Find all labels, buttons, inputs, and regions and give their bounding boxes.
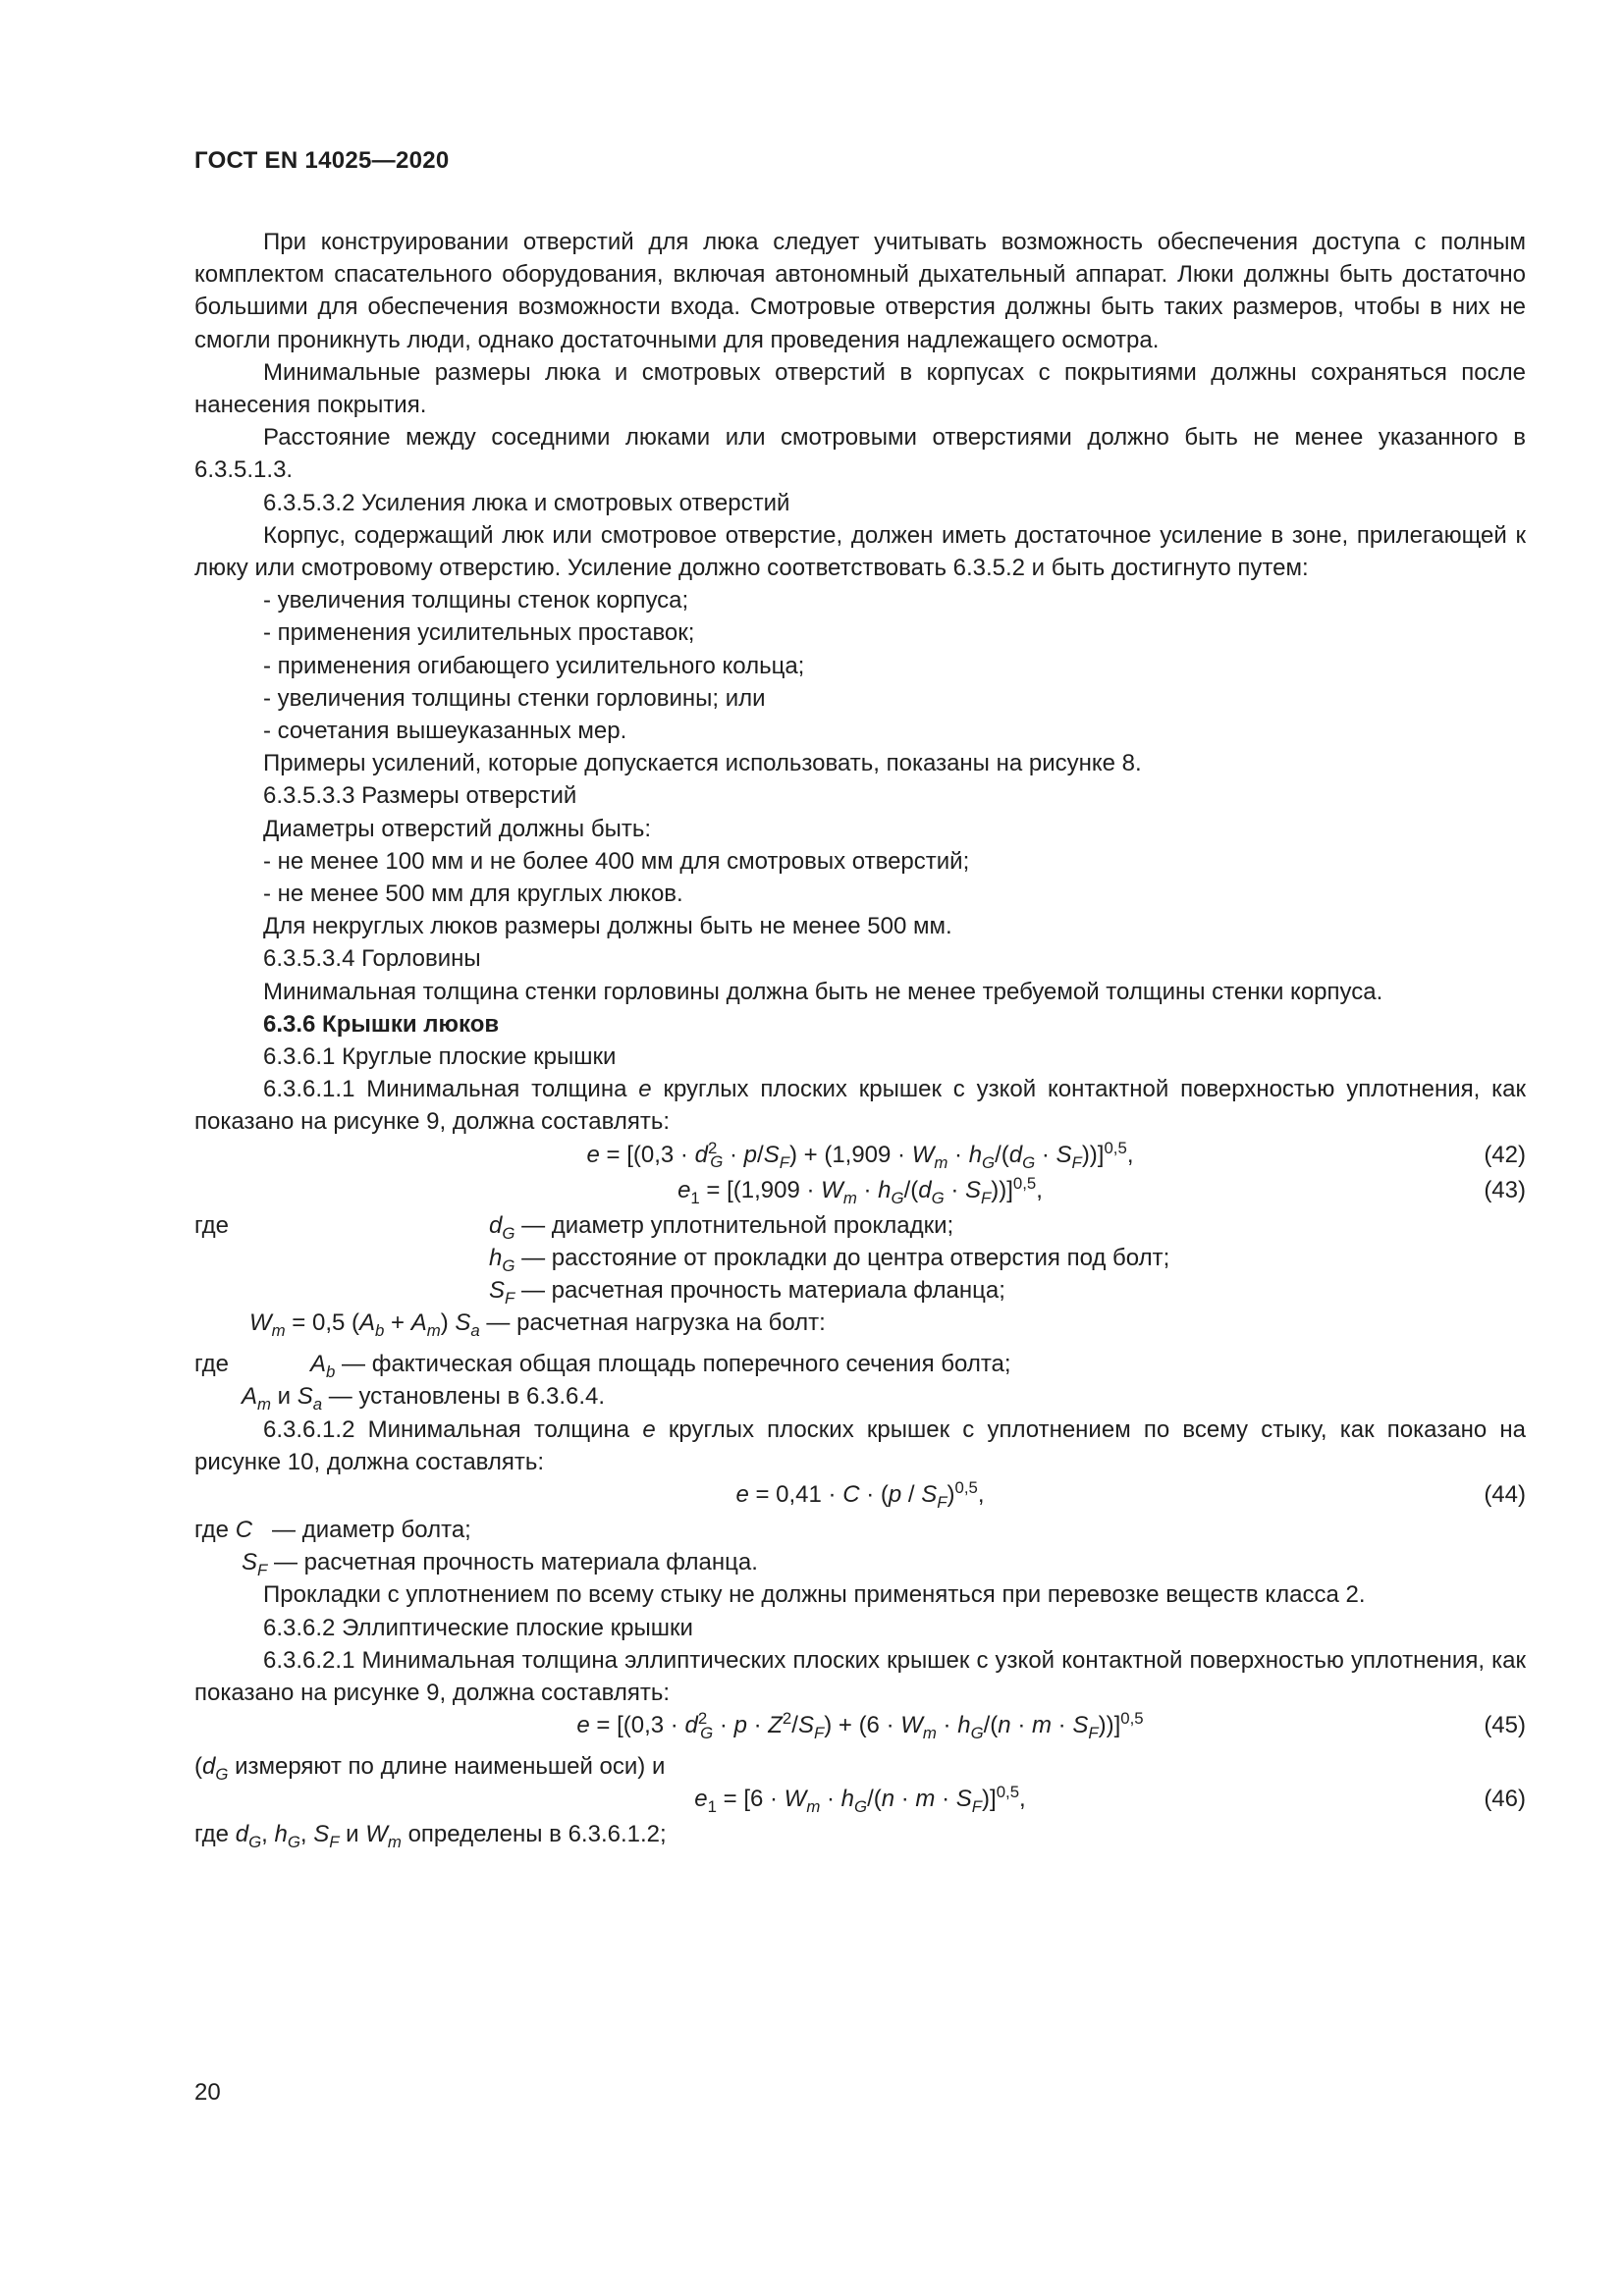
definition-text: — расстояние от прокладки до центра отверстия под болт; xyxy=(514,1244,1170,1271)
definition-row xyxy=(194,1546,1526,1578)
note-row xyxy=(194,1750,1526,1783)
definition-text: — расчетная нагрузка на болт: xyxy=(479,1309,826,1337)
paragraph: Расстояние между соседними люками или смотровыми отверстиями должно быть не менее указанного в 6.3.5.1.3. xyxy=(194,424,1526,484)
definition: $h_G$ — расстояние от прокладки до центра отверстия под болт; xyxy=(489,1244,1170,1275)
definition-row xyxy=(194,1380,1526,1413)
list-item: - не менее 500 мм для круглых люков. xyxy=(263,881,683,908)
where-label: где xyxy=(194,1211,230,1239)
list-item: - применения огибающего усилительного кольца; xyxy=(263,652,805,679)
equation-formula: $e_1 = [(1,909 \cdot W_m \cdot h_G/(d_G \cdot S_F))]^{0,5}$, xyxy=(677,1173,1043,1207)
list-item: - не менее 100 мм и не более 400 мм для смотровых отверстий; xyxy=(263,847,970,875)
note-text: измеряют по длине наименьшей оси) и xyxy=(228,1753,666,1781)
definition-text: — фактическая общая площадь поперечного сечения болта; xyxy=(335,1351,1011,1378)
definition-row xyxy=(194,1514,1526,1546)
list-item: - увеличения толщины стенки горловины; или xyxy=(263,684,766,712)
where-label: где xyxy=(194,1517,230,1544)
equation-formula: $e_1 = [6 \cdot W_m \cdot h_G/(n \cdot m \cdot S_F)]^{0,5}$, xyxy=(694,1783,1026,1817)
variable-e: e xyxy=(638,1076,652,1103)
text-run: круглых плоских крышек с узкой контактной поверхностью уплотнения, как показано на рисунке 9, должна составлять: xyxy=(194,1076,1526,1136)
subsection-heading: 6.3.6.2 Эллиптические плоские крышки xyxy=(263,1614,693,1641)
subsection-heading: 6.3.5.3.4 Горловины xyxy=(263,945,481,973)
list-item: - применения усилительных проставок; xyxy=(263,619,695,647)
definition: $A_b$ — фактическая общая площадь поперечного сечения болта; xyxy=(310,1351,1011,1382)
definition: где $d_G$, $h_G$, $S_F$ и $W_m$ определены в 6.3.6.1.2; xyxy=(194,1821,667,1852)
text-run: круглых плоских крышек с уплотнением по всему стыку, как показано на рисунке 10, должна составлять: xyxy=(194,1415,1527,1475)
definition-row xyxy=(194,1209,1526,1242)
equation-44 xyxy=(194,1478,1526,1514)
equation-number: (44) xyxy=(1484,1481,1526,1509)
definition-row xyxy=(194,1307,1526,1348)
equation-number: (43) xyxy=(1484,1176,1526,1203)
note: ($d_G$ измеряют по длине наименьшей оси) и xyxy=(194,1753,666,1785)
definition-text: — диаметр уплотнительной прокладки; xyxy=(514,1211,954,1239)
subsection-heading: 6.3.5.3.3 Размеры отверстий xyxy=(263,782,577,810)
equation-formula: $e = [(0,3 \cdot d^2_G \cdot p/S_F) + (1,909 \cdot W_m \cdot h_G/(d_G \cdot S_F))]^{0,5}$, xyxy=(586,1138,1134,1172)
definition: $S_F$ — расчетная прочность материала фланца; xyxy=(489,1277,1005,1308)
definition-row xyxy=(194,1348,1526,1380)
paragraph: Диаметры отверстий должны быть: xyxy=(263,815,651,842)
definition: $S_F$ — расчетная прочность материала фланца. xyxy=(242,1549,758,1580)
paragraph xyxy=(194,1073,1526,1138)
document-body xyxy=(194,226,1526,1851)
text-run: определены в 6.3.6.1.2; xyxy=(401,1821,667,1848)
definition: $A_m$ и $S_a$ — установлены в 6.3.6.4. xyxy=(242,1383,606,1415)
equation-formula: $e = 0,41 \cdot C \cdot (p / S_F)^{0,5}$, xyxy=(735,1478,985,1512)
paragraph: Корпус, содержащий люк или смотровое отверстие, должен иметь достаточное усиление в зоне, прилегающей к люку или смотровому отверстию. Усиление должно соответствовать 6.3.5.2 и быть достигнуто путем: xyxy=(194,521,1526,582)
definition-text: — расчетная прочность материала фланца. xyxy=(267,1549,758,1576)
list-item: - увеличения толщины стенок корпуса; xyxy=(263,587,689,614)
definition: $W_m = 0,5$ $(A_b + A_m)$ $S_a$ — расчетная нагрузка на болт: xyxy=(249,1309,826,1341)
subsection-heading: 6.3.5.3.2 Усиления люка и смотровых отверстий xyxy=(263,489,790,516)
list-item: - сочетания вышеуказанных мер. xyxy=(263,718,627,745)
document-header: ГОСТ EN 14025—2020 xyxy=(194,147,450,174)
document-page xyxy=(194,0,1526,2296)
paragraph xyxy=(194,1414,1526,1478)
definition-row xyxy=(194,1818,1526,1850)
page-number: 20 xyxy=(194,2079,221,2106)
paragraph: Для некруглых люков размеры должны быть не менее 500 мм. xyxy=(263,913,952,940)
equation-43 xyxy=(194,1174,1526,1209)
definition: где C — диаметр болта; xyxy=(194,1517,471,1544)
paragraph: При конструировании отверстий для люка следует учитывать возможность обеспечения доступа с полным комплектом спасательного оборудования, включая автономный дыхательный аппарат. Люки должны быть достаточно большими для обеспечения возможности входа. Смотровые отверстия должны быть таких размеров, чтобы в них не смогли проникнуть люди, однако достаточными для проведения надлежащего осмотра. xyxy=(194,229,1526,353)
equation-formula: $e = [(0,3 \cdot d^2_G \cdot p \cdot Z^2/S_F) + (6 \cdot W_m \cdot h_G/(n \cdot m \cdot S_F))]^{0,5}$ xyxy=(576,1709,1144,1743)
subsection-heading: 6.3.6.1 Круглые плоские крышки xyxy=(263,1043,617,1071)
equation-number: (46) xyxy=(1484,1786,1526,1813)
variable-e: e xyxy=(642,1415,656,1443)
paragraph: Минимальные размеры люка и смотровых отверстий в корпусах с покрытиями должны сохраняться после нанесения покрытия. xyxy=(194,358,1526,419)
definition-row xyxy=(194,1274,1526,1307)
definition-row xyxy=(194,1242,1526,1274)
equation-number: (42) xyxy=(1484,1141,1526,1168)
text-run: 6.3.6.1.2 Минимальная толщина xyxy=(263,1415,643,1443)
text-run: где xyxy=(194,1821,236,1848)
where-label: где xyxy=(194,1351,230,1378)
definition-text: — расчетная прочность материала фланца; xyxy=(514,1277,1005,1305)
paragraph: 6.3.6.2.1 Минимальная толщина эллиптических плоских крышек с узкой контактной поверхностью уплотнения, как показано на рисунке 9, должна составлять: xyxy=(194,1646,1526,1707)
equation-46 xyxy=(194,1783,1526,1818)
text-run: 6.3.6.1.1 Минимальная толщина xyxy=(263,1076,639,1103)
equation-42 xyxy=(194,1139,1526,1174)
paragraph: Прокладки с уплотнением по всему стыку не должны применяться при перевозке веществ класса 2. xyxy=(263,1581,1366,1609)
equation-number: (45) xyxy=(1484,1712,1526,1739)
definition-text: — установлены в 6.3.6.4. xyxy=(322,1383,606,1411)
definition-text: — диаметр болта; xyxy=(265,1517,471,1544)
section-heading: 6.3.6 Крышки люков xyxy=(263,1010,500,1038)
equation-45 xyxy=(194,1709,1526,1750)
definition: $d_G$ — диаметр уплотнительной прокладки; xyxy=(489,1211,954,1243)
paragraph: Минимальная толщина стенки горловины должна быть не менее требуемой толщины стенки корпуса. xyxy=(263,978,1383,1005)
paragraph: Примеры усилений, которые допускается использовать, показаны на рисунке 8. xyxy=(263,750,1142,777)
